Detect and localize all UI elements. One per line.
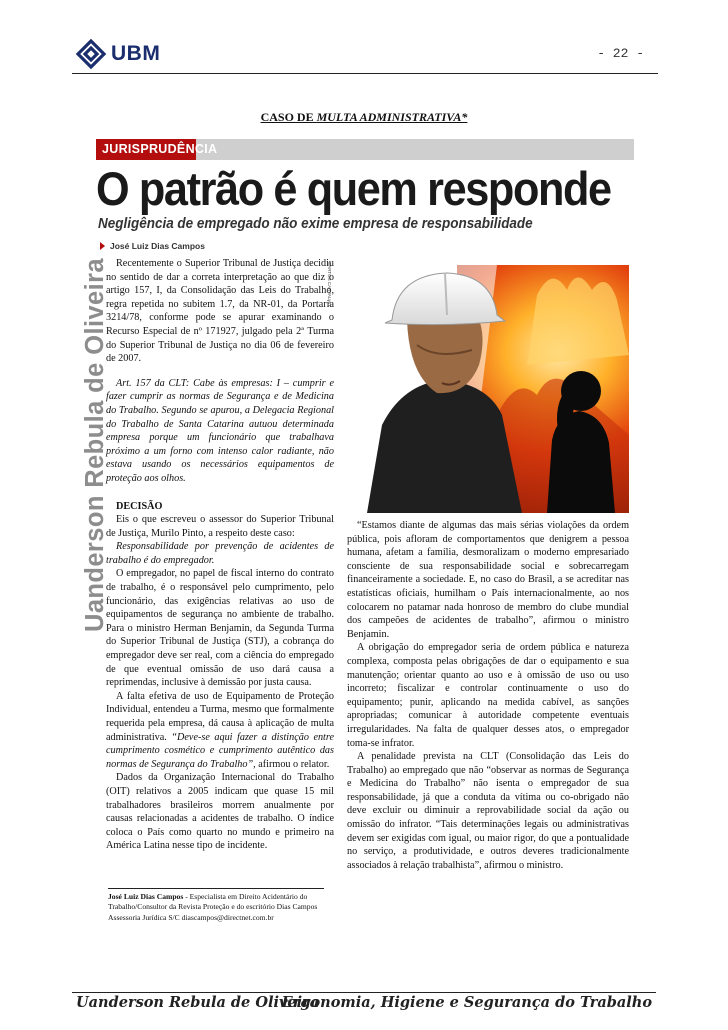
article-subhead: Negligência de empregado não exime empresa de responsabilidade — [98, 216, 533, 232]
footer-course: Ergonomia, Higiene e Segurança do Trabalho — [281, 994, 652, 1011]
byline-arrow-icon — [100, 242, 105, 250]
left-paragraph-6 — [106, 690, 334, 772]
article-byline — [100, 241, 205, 251]
case-title-prefix: CASO DE — [260, 110, 317, 124]
left-paragraph-1: Recentemente o Superior Tribunal de Justiça decidiu no sentido de dar a correta interpretação ao que diz o artigo 157, I, da Consolidação das Leis do Trabalho, regra repetida no subitem 1.7, da NR-01, da Portaria 3214/78, conforme pode se apurar examinando o Recurso Especial de nº 171927, julgado pela 2ª Turma do Superior Tribunal de Justiça no dia 06 de fevereiro de 2007. — [106, 258, 334, 365]
footnote-text: - Especialista em Direito Acidentário do Trabalho/Consultor da Revista Proteção e do escritório Dias Campos Assessoria Jurídica S/C diascampos@directnet.com.br — [108, 892, 318, 922]
left-paragraph-4: Responsabilidade por prevenção de acidentes de trabalho é do empregador. — [106, 541, 334, 566]
decisao-heading: DECISÃO — [116, 500, 163, 512]
case-title — [0, 110, 728, 125]
right-paragraph-3: A penalidade prevista na CLT (Consolidação das Leis do Trabalho) ao empregado que não “observar as normas de Segurança e Medicina do Trabalho” não isenta o empregador de sua responsabilidade, já que a conduta da vítima ou co-obrigado não deve excluir ou diminuir a reprovabilidade social da ação ou omissão do infrator. “Tais determinações legais ou administrativas devem ser exigidas com igual, ou maior rigor, do que a pontualidade no serviço, a produtividade, e outros deveres tradicionalmente associados à relação trabalhista”, afirmou o ministro. — [347, 751, 629, 871]
header-divider — [72, 73, 658, 74]
ubm-logo — [75, 38, 160, 70]
left-paragraph-2: Art. 157 da CLT: Cabe às empresas: I – cumprir e fazer cumprir as normas de Segurança e de Medicina do Trabalho. Segundo se apurou, a Delegacia Regional do Trabalho de Santa Catarina autuou determinada empresa porque um funcionário que trabalhava próximo a um forno com intenso calor radiante, não estava usando os necessários equipamentos de proteção aos olhos. — [106, 377, 334, 484]
footnote-name: José Luiz Dias Campos — [108, 892, 184, 901]
byline-author: José Luiz Dias Campos — [110, 241, 205, 251]
article-headline: O patrão é quem responde — [96, 162, 611, 215]
author-footnote — [108, 892, 338, 923]
left-paragraph-6c: afirmou o relator. — [255, 758, 330, 770]
right-column — [347, 519, 629, 872]
logo-text: UBM — [111, 42, 161, 65]
side-author-name: Uanderson Rebula de Oliveira — [81, 258, 109, 632]
left-paragraph-3: Eis o que escreveu o assessor do Superior Tribunal de Justiça, Murilo Pinto, a respeito deste caso: — [106, 514, 334, 539]
left-paragraph-6-quote: “Deve-se aqui fazer a distinção entre cumprimento cosmético e cumprimento autêntico das normas de Segurança do Trabalho”, — [106, 731, 334, 770]
footer-author: Uanderson Rebula de Oliveira — [76, 994, 320, 1011]
article-illustration — [347, 265, 629, 513]
ubm-logo-icon — [75, 38, 107, 70]
left-column — [106, 257, 334, 853]
right-paragraph-2: A obrigação do empregador seria de ordem pública e natureza complexa, composta pelas obrigações de dar o equipamento e sua manutenção; orientar quanto ao uso e à omissão de uso ou uso incorreto; fiscalizar e controlar continuamente o uso do equipamento; punir, aplicando na medida cabível, as sanções apropriadas; comunicar à autoridade competente eventuais irregularidades. Na falta de qualquer desses atos, o empregador toma-se infrator. — [347, 642, 629, 749]
footnote-divider — [108, 888, 324, 889]
section-tag: JURISPRUDÊNCIA — [96, 139, 196, 160]
case-title-emphasis: MULTA ADMINISTRATIVA* — [316, 110, 468, 124]
left-paragraph-7: Dados da Organização Internacional do Trabalho (OIT) relativos a 2005 indicam que quase 15 mil trabalhadores brasileiros morrem anualmente por causas relacionadas a acidentes de trabalho. O índice coloca o País como quarto no mundo e primeiro na América Latina nesse tipo de incidente. — [106, 772, 334, 852]
page-number: - 22 - — [597, 46, 644, 61]
photo-credit: CARTOS CARVALHO — [327, 262, 332, 307]
left-paragraph-6a: A falta efetiva de uso de Equipamento de Proteção Individual, entendeu a Turma, mesmo que formalmente requerida pela empresa, dá causa à aplicação de multa administrativa. — [106, 690, 334, 743]
right-paragraph-1: “Estamos diante de algumas das mais sérias violações da ordem pública, pois afloram de comportamentos que denigrem a pessoa humana, afetam a família, desmoralizam o moderno empresariado consciente de sua responsabilidade social e sobrecarregam financeiramente a sociedade. E, no caso do Brasil, a se acreditar nas estatísticas oficiais, humilham o País internacionalmente, ao nos colocarem no patamar nada honroso de membro do clube mundial dos campeões de acidentes de trabalho”, afirmou o ministro Benjamin. — [347, 520, 629, 640]
footer-divider — [72, 992, 656, 993]
left-paragraph-5: O empregador, no papel de fiscal interno do contrato de trabalho, é o responsável pelo cumprimento, pelo funcionário, das exigências relativas ao uso de equipamentos de segurança no ambiente de trabalho. Para o ministro Herman Benjamin, da Segunda Turma do Superior Tribunal de Justiça (STJ), a cobrança do empregador deve ser real, com a ciência do empregado de que eventual omissão de uso dará causa a reprimendas, inclusive à demissão por justa causa. — [106, 568, 334, 689]
